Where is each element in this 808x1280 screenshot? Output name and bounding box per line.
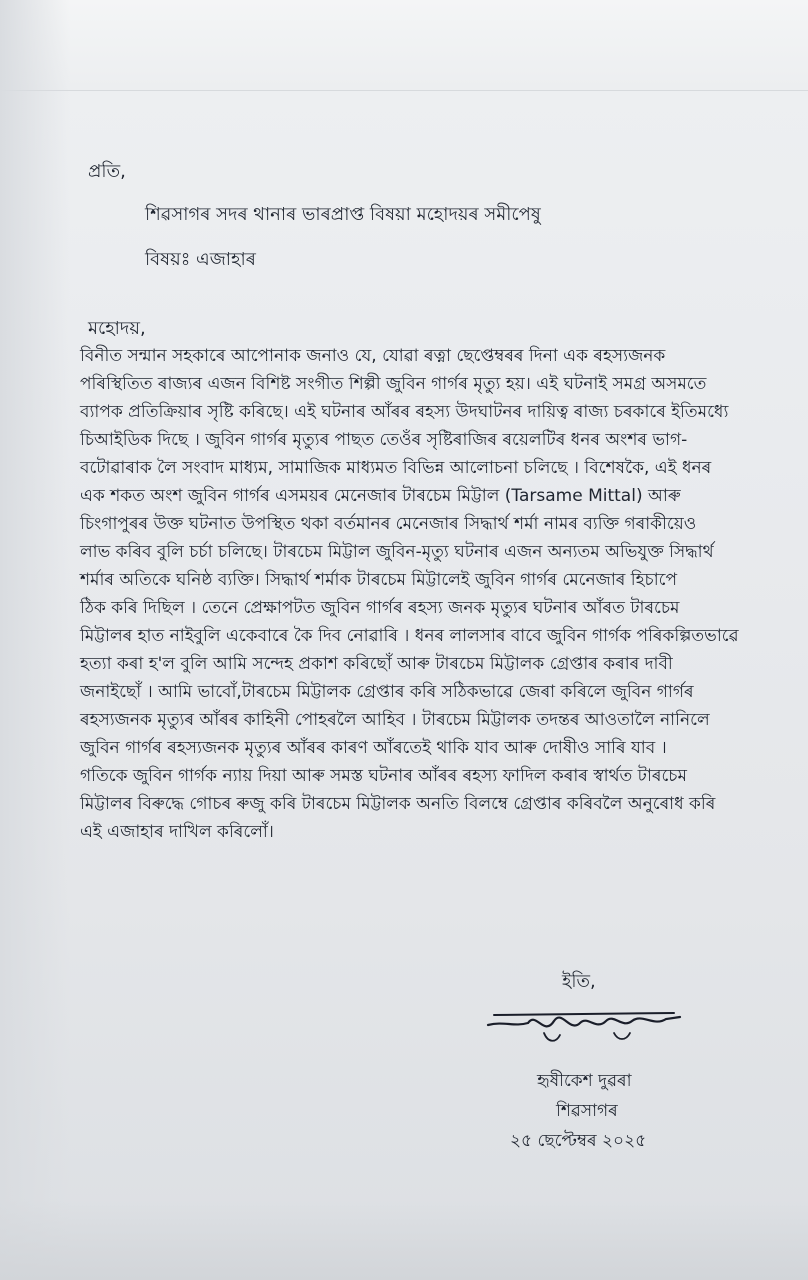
body-line: বটোৱাৰাক লৈ সংবাদ মাধ্যম, সামাজিক মাধ্যমত বিভিন্ন আলোচনা চলিছে । বিশেষকৈ, এই ধনৰ (80, 458, 712, 478)
greeting: মহোদয়, (88, 318, 146, 339)
signer-place: শিৱসাগৰ (556, 1101, 618, 1121)
body-line: জনাইছোঁ । আমি ভাবোঁ,টাৰচেম মিট্টালক গ্ৰেপ্তাৰ কৰি সঠিকভাৱে জেৰা কৰিলে জুবিন গাৰ্গৰ (80, 682, 694, 702)
body-line: চিআইডিক দিছে । জুবিন গাৰ্গৰ মৃত্যুৰ পাছত তেওঁৰ সৃষ্টিৰাজিৰ ৰয়েলটিৰ ধনৰ অংশৰ ভাগ- (80, 430, 688, 450)
body-line: গতিকে জুবিন গাৰ্গক ন্যায় দিয়া আৰু সমস্ত ঘটনাৰ আঁৰৰ ৰহস্য ফাদিল কৰাৰ স্বাৰ্থত টাৰচেম (80, 766, 687, 786)
body-line: বিনীত সন্মান সহকাৰে আপোনাক জনাও যে, যোৱা ৰত্না ছেপ্তেম্বৰৰ দিনা এক ৰহস্যজনক (80, 346, 666, 366)
signer-name: হৃষীকেশ দুৱৰা (537, 1071, 632, 1091)
body-line: এক শকত অংশ জুবিন গাৰ্গৰ এসময়ৰ মেনেজাৰ টাৰচেম মিট্টাল (Tarsame Mittal) আৰু (80, 486, 681, 506)
body-line: ঠিক কৰি দিছিল । তেনে প্ৰেক্ষাপটত জুবিন গাৰ্গৰ ৰহস্য জনক মৃত্যুৰ ঘটনাৰ আঁৰত টাৰচেম (80, 598, 680, 618)
paper-fold-top (0, 0, 808, 91)
body-line: ব্যাপক প্ৰতিক্ৰিয়াৰ সৃষ্টি কৰিছে। এই ঘটনাৰ আঁৰৰ ৰহস্য উদঘাটনৰ দায়িত্ব ৰাজ্য চৰকাৰে ইতিমধ্যে (80, 402, 729, 422)
subject-line: বিষয়ঃ এজাহাৰ (145, 249, 256, 270)
body-line: হত্যা কৰা হ'ল বুলি আমি সন্দেহ প্ৰকাশ কৰিছোঁ আৰু টাৰচেম মিট্টালক গ্ৰেপ্তাৰ কৰাৰ দাবী (80, 654, 673, 674)
paper-shadow-left (0, 0, 70, 1280)
body-line: জুবিন গাৰ্গৰ ৰহস্যজনক মৃত্যুৰ আঁৰৰ কাৰণ আঁৰতেই থাকি যাব আৰু দোষীও সাৰি যাব । (80, 738, 667, 758)
body-line: ৰহস্যজনক মৃত্যুৰ আঁৰৰ কাহিনী পোহৰলৈ আহিব । টাৰচেম মিট্টালক তদন্তৰ আওতালৈ নানিলে (80, 710, 710, 730)
salutation: প্ৰতি, (88, 161, 126, 182)
closing: ইতি, (562, 971, 596, 992)
body-line: লাভ কৰিব বুলি চৰ্চা চলিছে। টাৰচেম মিট্টাল জুবিন-মৃত্যু ঘটনাৰ এজন অন্যতম অভিযুক্ত সিদ্ধাৰ্থ (80, 542, 714, 562)
body-line: এই এজাহাৰ দাখিল কৰিলোঁ। (80, 822, 274, 842)
body-line: মিট্টালৰ হাত নাইবুলি একেবাৰে কৈ দিব নোৱাৰি । ধনৰ লালসাৰ বাবে জুবিন গাৰ্গক পৰিকল্পিতভাৱে (80, 626, 739, 646)
body-line: পৰিস্থিতিত ৰাজ্যৰ এজন বিশিষ্ট সংগীত শিল্পী জুবিন গাৰ্গৰ মৃত্যু হয়। এই ঘটনাই সমগ্ৰ অসমতে (80, 374, 707, 394)
handwritten-signature (484, 1003, 684, 1049)
body-line: চিংগাপুৰৰ উক্ত ঘটনাত উপস্থিত থকা বৰ্তমানৰ মেনেজাৰ সিদ্ধাৰ্থ শৰ্মা নামৰ ব্যক্তি গৰাকীয়েও (80, 514, 697, 534)
body-line: শৰ্মাৰ অতিকে ঘনিষ্ঠ ব্যক্তি। সিদ্ধাৰ্থ শৰ্মাক টাৰচেম মিট্টালেই জুবিন গাৰ্গৰ মেনেজাৰ হিচাপে (80, 570, 678, 590)
paper-shadow-bottom (0, 1200, 808, 1280)
body-line: মিট্টালৰ বিৰুদ্ধে গোচৰ ৰুজু কৰি টাৰচেম মিট্টালক অনতি বিলম্বে গ্ৰেপ্তাৰ কৰিবলৈ অনুৰোধ কৰি (80, 794, 716, 814)
letter-date: ২৫ ছেপ্টেম্বৰ ২০২৫ (510, 1131, 647, 1151)
recipient-line: শিৱসাগৰ সদৰ থানাৰ ভাৰপ্ৰাপ্ত বিষয়া মহোদয়ৰ সমীপেষু (145, 204, 541, 225)
